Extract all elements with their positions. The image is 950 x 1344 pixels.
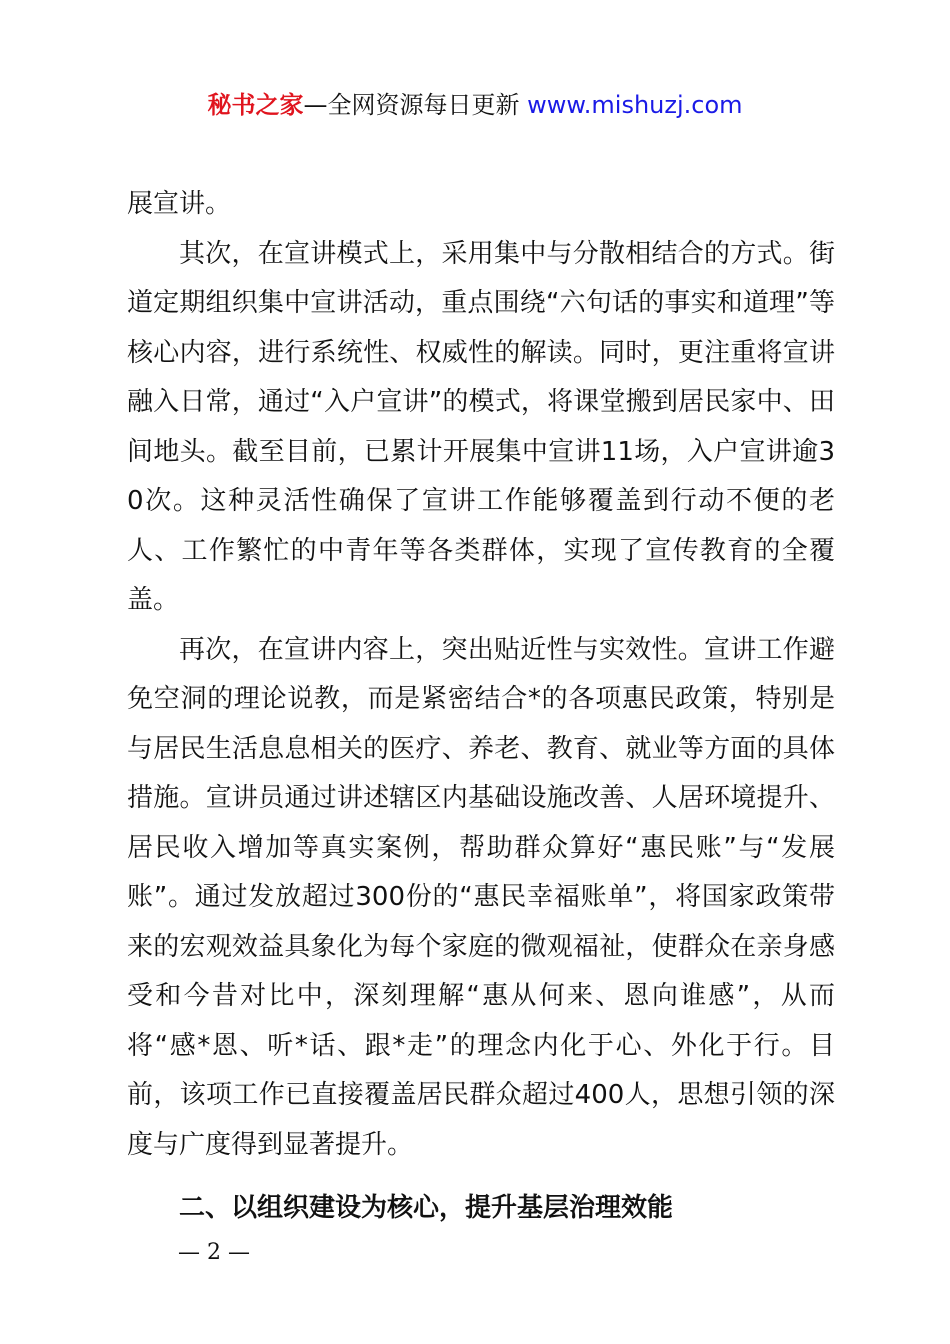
site-header bbox=[0, 88, 950, 122]
section-heading: 二、以组织建设为核心，提升基层治理效能 bbox=[179, 1193, 674, 1223]
document-body bbox=[127, 180, 835, 1234]
paragraph-continuation: 展宣讲。 bbox=[127, 189, 232, 219]
page-number: — 2 — bbox=[178, 1240, 250, 1265]
site-brand: 秘书之家 bbox=[207, 91, 304, 119]
site-url-link[interactable]: www.mishuzj.com bbox=[527, 91, 743, 119]
paragraph-propaganda-content: 再次，在宣讲内容上，突出贴近性与实效性。宣讲工作避免空洞的理论说教，而是紧密结合*的各项惠民政策，特别是与居民生活息息相关的医疗、养老、教育、就业等方面的具体措施。宣讲员通过讲述辖区内基础设施改善、人居环境提升、居民收入增加等真实案例，帮助群众算好“惠民账”与“发展账”。通过发放超过300份的“惠民幸福账单”，将国家政策带来的宏观效益具象化为每个家庭的微观福祉，使群众在亲身感受和今昔对比中，深刻理解“惠从何来、恩向谁感”，从而将“感*恩、听*话、跟*走”的理念内化于心、外化于行。目前，该项工作已直接覆盖居民群众超过400人，思想引领的深度与广度得到显著提升。 bbox=[127, 634, 835, 1160]
paragraph-propaganda-mode: 其次，在宣讲模式上，采用集中与分散相结合的方式。街道定期组织集中宣讲活动，重点围绕“六句话的事实和道理”等核心内容，进行系统性、权威性的解读。同时，更注重将宣讲融入日常，通过“入户宣讲”的模式，将课堂搬到居民家中、田间地头。截至目前，已累计开展集中宣讲11场，入户宣讲逾30次。这种灵活性确保了宣讲工作能够覆盖到行动不便的老人、工作繁忙的中青年等各类群体，实现了宣传教育的全覆盖。 bbox=[127, 238, 835, 615]
site-tagline: —全网资源每日更新 bbox=[303, 91, 528, 119]
